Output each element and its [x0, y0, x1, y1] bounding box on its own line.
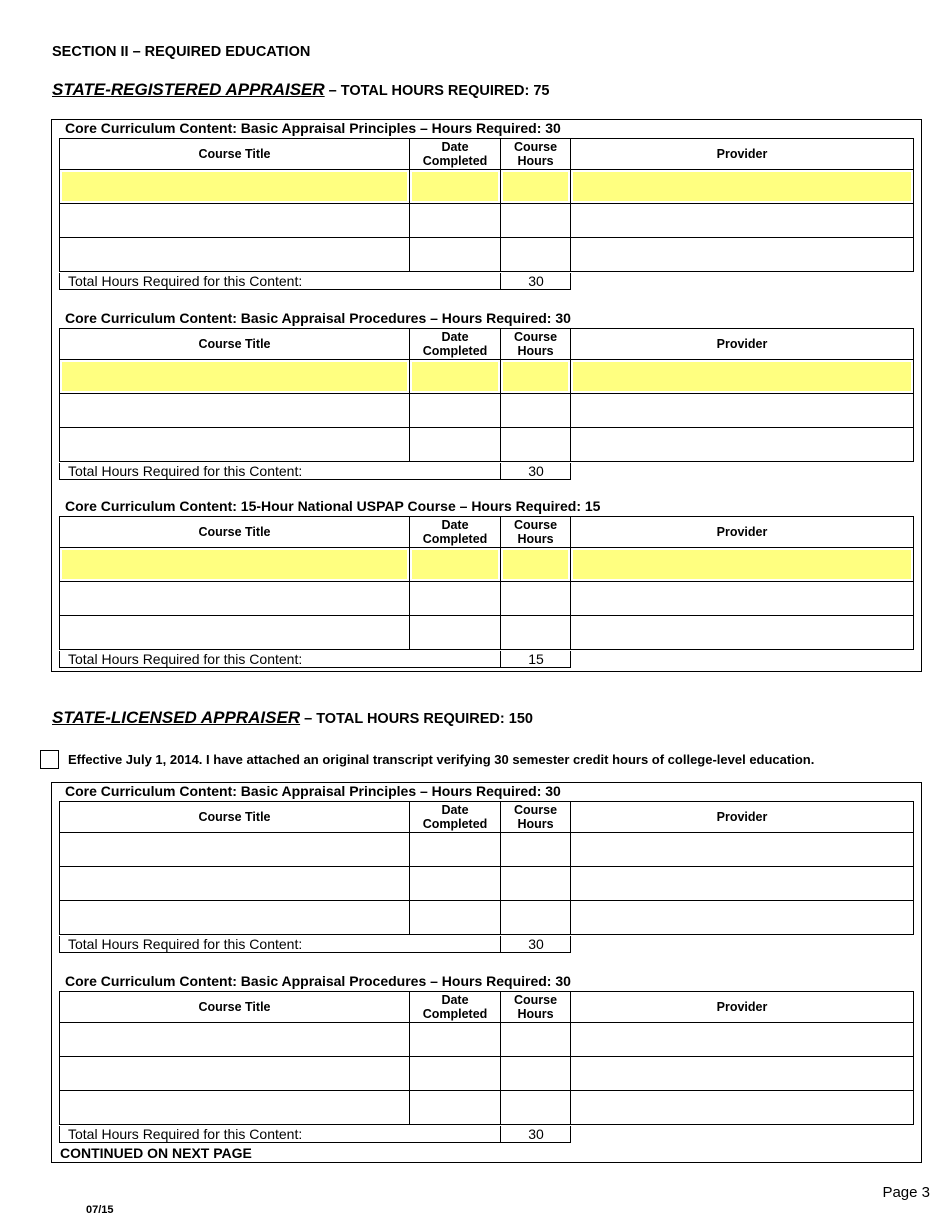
col-date-line2: Completed — [422, 154, 488, 168]
col-hours-line1: Course — [513, 518, 558, 532]
col-course-title: Course Title — [60, 517, 410, 548]
date-completed-field[interactable] — [410, 394, 501, 428]
block-title: Core Curriculum Content: Basic Appraisal Principles – Hours Required: 30 — [65, 120, 561, 136]
course-table — [59, 516, 914, 650]
licensed-heading — [52, 708, 533, 728]
course-title-field[interactable] — [60, 867, 410, 901]
course-table — [59, 991, 914, 1125]
col-provider: Provider — [571, 329, 914, 360]
date-completed-field[interactable] — [410, 360, 501, 394]
provider-field[interactable] — [571, 170, 914, 204]
course-hours-field[interactable] — [501, 548, 571, 582]
table-row — [60, 1057, 914, 1091]
licensed-heading-hours: – TOTAL HOURS REQUIRED: 150 — [300, 711, 533, 727]
total-row — [59, 1126, 571, 1143]
table-row — [60, 1091, 914, 1125]
course-title-field[interactable] — [60, 582, 410, 616]
provider-field[interactable] — [571, 204, 914, 238]
course-title-field[interactable] — [60, 901, 410, 935]
col-hours-line1: Course — [513, 140, 558, 154]
course-hours-field[interactable] — [501, 1091, 571, 1125]
col-provider: Provider — [571, 517, 914, 548]
date-completed-field[interactable] — [410, 1023, 501, 1057]
provider-field[interactable] — [571, 1057, 914, 1091]
date-completed-field[interactable] — [410, 901, 501, 935]
col-date-line2: Completed — [422, 344, 488, 358]
date-completed-field[interactable] — [410, 867, 501, 901]
total-value: 30 — [528, 936, 544, 952]
course-hours-field[interactable] — [501, 394, 571, 428]
col-course-hours — [501, 139, 571, 170]
transcript-checkbox[interactable] — [40, 750, 59, 769]
block-title: Core Curriculum Content: Basic Appraisal Procedures – Hours Required: 30 — [65, 310, 571, 326]
provider-field[interactable] — [571, 428, 914, 462]
col-date-line1: Date — [441, 993, 469, 1007]
course-title-field[interactable] — [60, 428, 410, 462]
table-row — [60, 394, 914, 428]
col-date-completed — [410, 802, 501, 833]
transcript-checkbox-label: Effective July 1, 2014. I have attached an original transcript verifying 30 semester credit hours of college-level education. — [68, 752, 815, 767]
col-date-completed — [410, 992, 501, 1023]
course-title-field[interactable] — [60, 833, 410, 867]
course-title-field[interactable] — [60, 238, 410, 272]
block-title: Core Curriculum Content: Basic Appraisal Principles – Hours Required: 30 — [65, 783, 561, 799]
course-title-field[interactable] — [60, 1091, 410, 1125]
total-label: Total Hours Required for this Content: — [60, 936, 501, 952]
total-label: Total Hours Required for this Content: — [60, 1126, 501, 1142]
course-hours-field[interactable] — [501, 360, 571, 394]
col-course-title: Course Title — [60, 802, 410, 833]
total-row — [59, 651, 571, 668]
course-hours-field[interactable] — [501, 1057, 571, 1091]
course-hours-field[interactable] — [501, 582, 571, 616]
table-row — [60, 548, 914, 582]
col-course-hours — [501, 992, 571, 1023]
course-hours-field[interactable] — [501, 616, 571, 650]
col-date-line1: Date — [441, 140, 469, 154]
footer-revision-date: 07/15 — [86, 1204, 114, 1216]
date-completed-field[interactable] — [410, 616, 501, 650]
date-completed-field[interactable] — [410, 548, 501, 582]
date-completed-field[interactable] — [410, 1057, 501, 1091]
col-date-line1: Date — [441, 803, 469, 817]
col-date-line1: Date — [441, 518, 469, 532]
provider-field[interactable] — [571, 833, 914, 867]
col-course-title: Course Title — [60, 992, 410, 1023]
col-hours-line2: Hours — [517, 344, 554, 358]
total-label: Total Hours Required for this Content: — [60, 463, 501, 479]
col-course-hours — [501, 802, 571, 833]
col-date-line2: Completed — [422, 1007, 488, 1021]
provider-field[interactable] — [571, 394, 914, 428]
table-row — [60, 616, 914, 650]
date-completed-field[interactable] — [410, 582, 501, 616]
col-hours-line2: Hours — [517, 154, 554, 168]
col-date-line1: Date — [441, 330, 469, 344]
col-hours-line2: Hours — [517, 532, 554, 546]
table-row — [60, 1023, 914, 1057]
table-row — [60, 867, 914, 901]
section-title: SECTION II – REQUIRED EDUCATION — [52, 44, 311, 60]
table-row — [60, 582, 914, 616]
course-hours-field[interactable] — [501, 901, 571, 935]
col-hours-line1: Course — [513, 803, 558, 817]
total-label: Total Hours Required for this Content: — [60, 273, 501, 289]
course-title-field[interactable] — [60, 1057, 410, 1091]
table-row — [60, 360, 914, 394]
col-course-title: Course Title — [60, 329, 410, 360]
provider-field[interactable] — [571, 582, 914, 616]
total-value: 30 — [528, 463, 544, 479]
table-row — [60, 428, 914, 462]
col-hours-line2: Hours — [517, 1007, 554, 1021]
total-row — [59, 936, 571, 953]
registered-heading-title: STATE-REGISTERED APPRAISER — [52, 80, 325, 99]
course-hours-field[interactable] — [501, 1023, 571, 1057]
col-date-line2: Completed — [422, 817, 488, 831]
provider-field[interactable] — [571, 238, 914, 272]
date-completed-field[interactable] — [410, 170, 501, 204]
course-table — [59, 801, 914, 935]
col-date-completed — [410, 517, 501, 548]
provider-field[interactable] — [571, 548, 914, 582]
date-completed-field[interactable] — [410, 238, 501, 272]
date-completed-field[interactable] — [410, 428, 501, 462]
course-hours-field[interactable] — [501, 833, 571, 867]
course-title-field[interactable] — [60, 360, 410, 394]
course-hours-field[interactable] — [501, 170, 571, 204]
col-hours-line1: Course — [513, 993, 558, 1007]
total-label: Total Hours Required for this Content: — [60, 651, 501, 667]
table-row — [60, 238, 914, 272]
col-date-completed — [410, 329, 501, 360]
provider-field[interactable] — [571, 360, 914, 394]
provider-field[interactable] — [571, 867, 914, 901]
table-row — [60, 901, 914, 935]
col-hours-line1: Course — [513, 330, 558, 344]
course-hours-field[interactable] — [501, 204, 571, 238]
col-hours-line2: Hours — [517, 817, 554, 831]
course-title-field[interactable] — [60, 1023, 410, 1057]
course-title-field[interactable] — [60, 204, 410, 238]
continued-note: CONTINUED ON NEXT PAGE — [60, 1145, 252, 1161]
date-completed-field[interactable] — [410, 833, 501, 867]
col-date-completed — [410, 139, 501, 170]
col-provider: Provider — [571, 992, 914, 1023]
provider-field[interactable] — [571, 901, 914, 935]
col-course-title: Course Title — [60, 139, 410, 170]
table-row — [60, 833, 914, 867]
block-title: Core Curriculum Content: Basic Appraisal Procedures – Hours Required: 30 — [65, 973, 571, 989]
col-course-hours — [501, 329, 571, 360]
total-row — [59, 273, 571, 290]
total-value: 30 — [528, 273, 544, 289]
col-provider: Provider — [571, 802, 914, 833]
total-row — [59, 463, 571, 480]
total-value: 30 — [528, 1126, 544, 1142]
table-row — [60, 170, 914, 204]
course-title-field[interactable] — [60, 548, 410, 582]
provider-field[interactable] — [571, 1091, 914, 1125]
course-table — [59, 138, 914, 272]
date-completed-field[interactable] — [410, 204, 501, 238]
table-row — [60, 204, 914, 238]
provider-field[interactable] — [571, 616, 914, 650]
course-hours-field[interactable] — [501, 238, 571, 272]
licensed-heading-title: STATE-LICENSED APPRAISER — [52, 708, 301, 727]
col-provider: Provider — [571, 139, 914, 170]
provider-field[interactable] — [571, 1023, 914, 1057]
course-table — [59, 328, 914, 462]
registered-heading — [52, 80, 549, 100]
course-title-field[interactable] — [60, 170, 410, 204]
block-title: Core Curriculum Content: 15-Hour National USPAP Course – Hours Required: 15 — [65, 498, 601, 514]
page-number: Page 3 — [882, 1184, 930, 1201]
course-title-field[interactable] — [60, 616, 410, 650]
registered-heading-hours: – TOTAL HOURS REQUIRED: 75 — [324, 83, 550, 99]
course-hours-field[interactable] — [501, 867, 571, 901]
col-course-hours — [501, 517, 571, 548]
course-hours-field[interactable] — [501, 428, 571, 462]
course-title-field[interactable] — [60, 394, 410, 428]
col-date-line2: Completed — [422, 532, 488, 546]
total-value: 15 — [528, 651, 544, 667]
date-completed-field[interactable] — [410, 1091, 501, 1125]
